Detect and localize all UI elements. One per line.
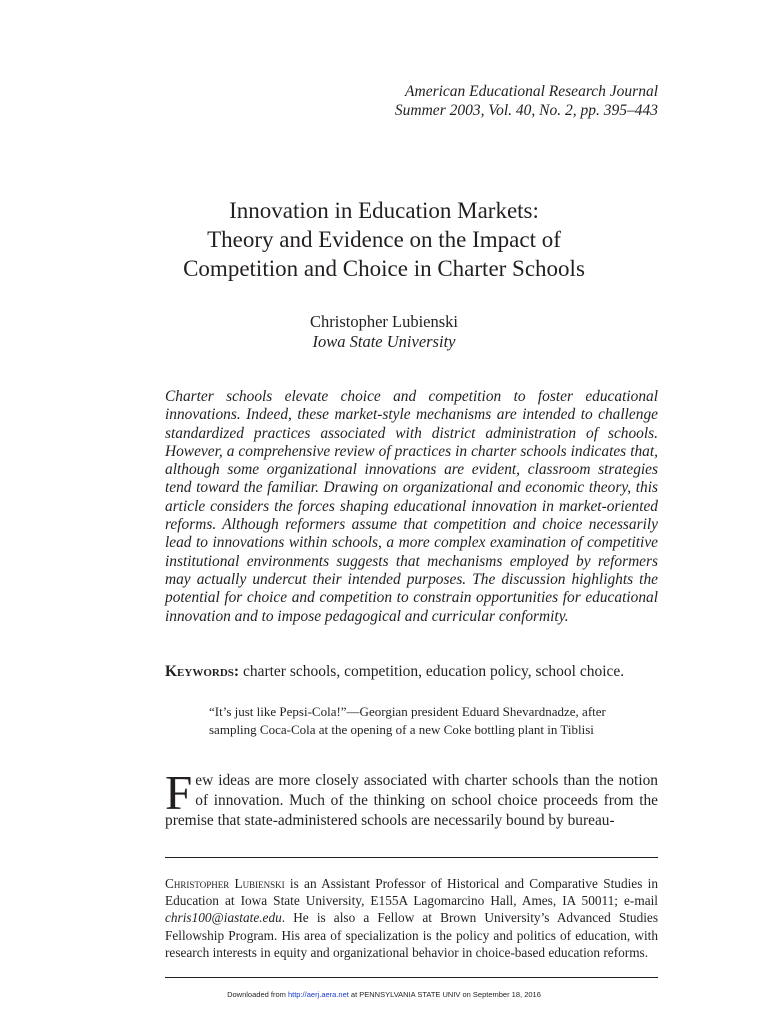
- title-line: Competition and Choice in Charter Schools: [183, 256, 585, 281]
- journal-citation: [395, 82, 658, 120]
- drop-cap: F: [165, 765, 193, 820]
- journal-issue: Summer 2003, Vol. 40, No. 2, pp. 395–443: [394, 102, 658, 119]
- bio-name: Christopher Lubienski: [165, 876, 285, 891]
- abstract: Charter schools elevate choice and competition to foster educational innovations. Indeed, these market-style mechanisms are intended to challenge standardized practices associated with district administration of schools. However, a comprehensive review of practices in charter schools indicates that, although some organizational innovations are evident, classroom strategies tend toward the familiar. Drawing on organizational and economic theory, this article considers the forces shaping educational innovation in market-oriented reforms. Although reformers assume that competition and choice necessarily lead to innovations within schools, a more complex examination of competitive institutional environments suggests that mechanisms employed by reformers may actually undercut their intended purposes. The discussion highlights the potential for choice and competition to constrain opportunities for educational innovation and to impose pedagogical and curricular conformity.: [165, 388, 658, 625]
- author-name: Christopher Lubienski: [309, 312, 459, 331]
- download-prefix: Downloaded from: [227, 990, 288, 999]
- footnote-divider: [165, 857, 658, 858]
- bio-email[interactable]: chris100@iastate.edu: [165, 910, 282, 926]
- title-line: Theory and Evidence on the Impact of: [207, 227, 561, 252]
- epigraph: “It’s just like Pepsi-Cola!”—Georgian president Eduard Shevardnadze, after sampling Coca-Cola at the opening of a new Coke bottling plant in Tiblisi: [209, 704, 606, 737]
- author-bio: [165, 875, 658, 961]
- journal-name: American Educational Research Journal: [405, 83, 658, 100]
- bio-text-2: . He is also a Fellow at Brown University’s Advanced Studies Fellowship Program. His area of specialization is the policy and politics of education, with research interests in equity and organizational behavior in choice-based education reforms.: [165, 910, 658, 960]
- body-text: ew ideas are more closely associated with charter schools than the notion of innovation. Much of the thinking on school choice proceeds from the premise that state-administered schools are necessarily bound by bureau-: [165, 772, 658, 829]
- bio-text-1: is an Assistant Professor of Historical and Comparative Studies in Education at Iowa State University, E155A Lagomarcino Hall, Ames, IA 50011; e-mail: [165, 876, 658, 909]
- author-affiliation: Iowa State University: [312, 332, 456, 351]
- keywords: [165, 663, 624, 681]
- download-suffix: at PENNSYLVANIA STATE UNIV on September 18, 2016: [348, 990, 541, 999]
- body-paragraph: [165, 765, 658, 831]
- title-line: Innovation in Education Markets:: [229, 198, 539, 223]
- download-link[interactable]: http://aerj.aera.net: [287, 990, 349, 999]
- keywords-text: charter schools, competition, education policy, school choice.: [242, 663, 625, 680]
- author-block: [0, 312, 768, 352]
- download-notice: [0, 990, 768, 999]
- keywords-label: Keywords:: [165, 663, 240, 680]
- article-title: [0, 196, 768, 283]
- footer-divider: [165, 977, 658, 978]
